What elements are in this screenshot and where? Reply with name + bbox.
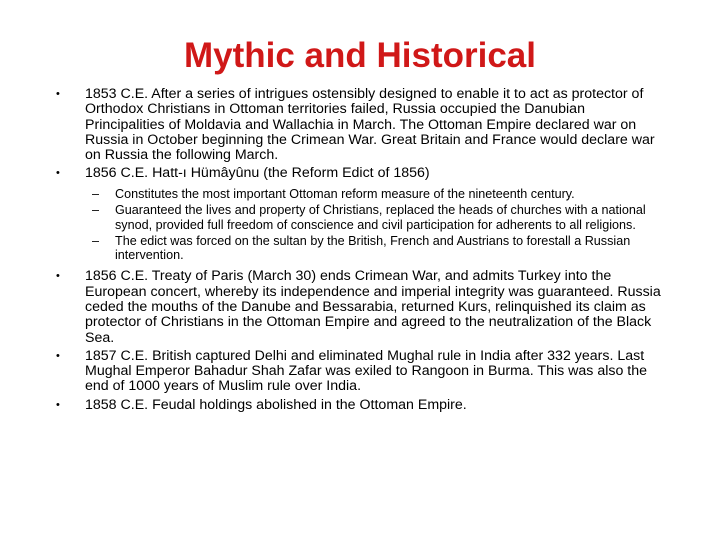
bullet-marker: •: [56, 398, 60, 411]
bullet-text: Feudal holdings abolished in the Ottoman Empire.: [152, 396, 467, 413]
sub-bullet-text: The edict was forced on the sultan by the British, French and Austrians to forestall a Russian intervention.: [115, 233, 631, 263]
bullet-text: Treaty of Paris (March 30) ends Crimean War, and admits Turkey into the European concert, whereby its independence and imperial integrity was guaranteed. Russia ceded the mouths of the Danube and Bessarabia, returned Kurs, relinquished its claim as protector of Christians in the Ottoman Empire and agreed to the neutralization of the Black Sea.: [85, 268, 661, 346]
bullet-item: [56, 87, 666, 163]
bullet-text: British captured Delhi and eliminated Mughal rule in India after 332 years. Last Mughal Emperor Bahadur Shah Zafar was exiled to Rangoon in Burma. This was also the end of 1000 years of Muslim rule over India.: [85, 347, 648, 395]
bullet-text: Hatt-ı Hümâyûnu (the Reform Edict of 1856): [152, 165, 430, 182]
sub-bullet-text: Constitutes the most important Ottoman reform measure of the nineteenth century.: [115, 186, 575, 201]
slide-title: Mythic and Historical: [183, 36, 537, 75]
bullet-item: [56, 398, 666, 413]
bullet-item: [56, 166, 666, 181]
sub-bullet-item: [56, 203, 666, 233]
bullet-item: [56, 349, 666, 395]
bullet-year: 1856 C.E.: [85, 165, 149, 182]
sub-bullet-marker: –: [92, 186, 100, 201]
bullet-year: 1856 C.E.: [85, 268, 149, 285]
bullet-year: 1858 C.E.: [85, 396, 149, 413]
sub-bullet-item: [56, 187, 666, 202]
sub-bullet-marker: –: [92, 202, 100, 217]
bullet-list: [56, 87, 666, 415]
bullet-marker: •: [56, 270, 60, 283]
bullet-marker: •: [56, 349, 60, 362]
bullet-text: After a series of intrigues ostensibly designed to enable it to act as protector of Orthodox Christians in Ottoman territories failed, Russia occupied the Danubian Principalities of Moldavia and Wallachia in March. The Ottoman Empire declared war on Russia in October beginning the Crimean War. Great Britain and France would declare war on Russia the following March.: [85, 86, 655, 164]
sub-bullet-item: [56, 234, 666, 264]
sub-bullet-marker: –: [92, 233, 100, 248]
sub-bullet-text: Guaranteed the lives and property of Christians, replaced the heads of churches with a national synod, provided full freedom of conscience and civil participation for adherents to all religions.: [115, 202, 646, 232]
bullet-marker: •: [56, 88, 60, 100]
bullet-year: 1853 C.E.: [85, 86, 149, 102]
bullet-year: 1857 C.E.: [85, 347, 149, 364]
bullet-item: [56, 269, 666, 345]
sub-bullet-list: [56, 187, 666, 264]
bullet-marker: •: [56, 167, 60, 180]
